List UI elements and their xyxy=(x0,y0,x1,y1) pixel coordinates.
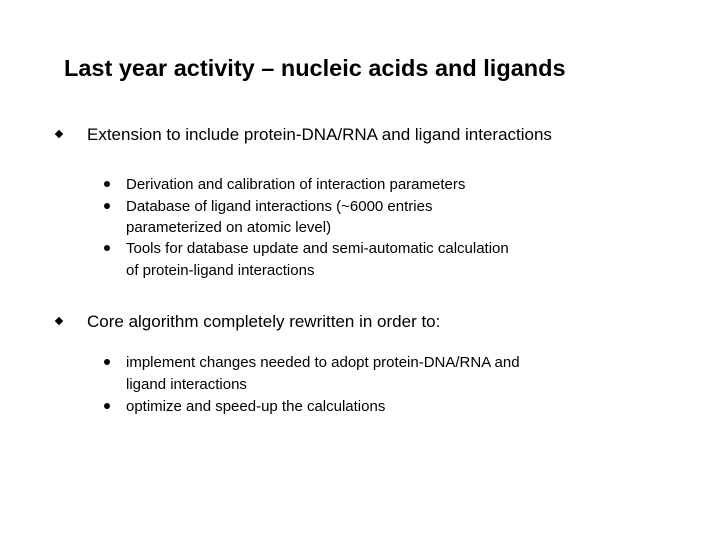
sub-bullet-text-continued: of protein-ligand interactions xyxy=(126,262,315,279)
diamond-bullet-icon xyxy=(55,317,63,325)
round-bullet-icon xyxy=(104,359,110,365)
sub-bullet-text: Database of ligand interactions (~6000 entries xyxy=(126,198,433,215)
sub-bullet-text: Tools for database update and semi-automatic calculation xyxy=(126,240,509,257)
sub-bullet-text-continued: ligand interactions xyxy=(126,376,247,393)
round-bullet-icon xyxy=(104,181,110,187)
round-bullet-icon xyxy=(104,203,110,209)
bullet-text: Core algorithm completely rewritten in order to: xyxy=(87,312,441,331)
sub-bullet-text-continued: parameterized on atomic level) xyxy=(126,219,332,236)
bullet-text: Extension to include protein-DNA/RNA and ligand interactions xyxy=(87,125,552,144)
sub-bullet-text: optimize and speed-up the calculations xyxy=(126,398,386,415)
round-bullet-icon xyxy=(104,245,110,251)
round-bullet-icon xyxy=(104,403,110,409)
sub-bullet-text: Derivation and calibration of interaction parameters xyxy=(126,176,466,193)
sub-bullet-text: implement changes needed to adopt protein-DNA/RNA and xyxy=(126,354,520,371)
diamond-bullet-icon xyxy=(55,130,63,138)
slide-title: Last year activity – nucleic acids and ligands xyxy=(64,55,566,81)
